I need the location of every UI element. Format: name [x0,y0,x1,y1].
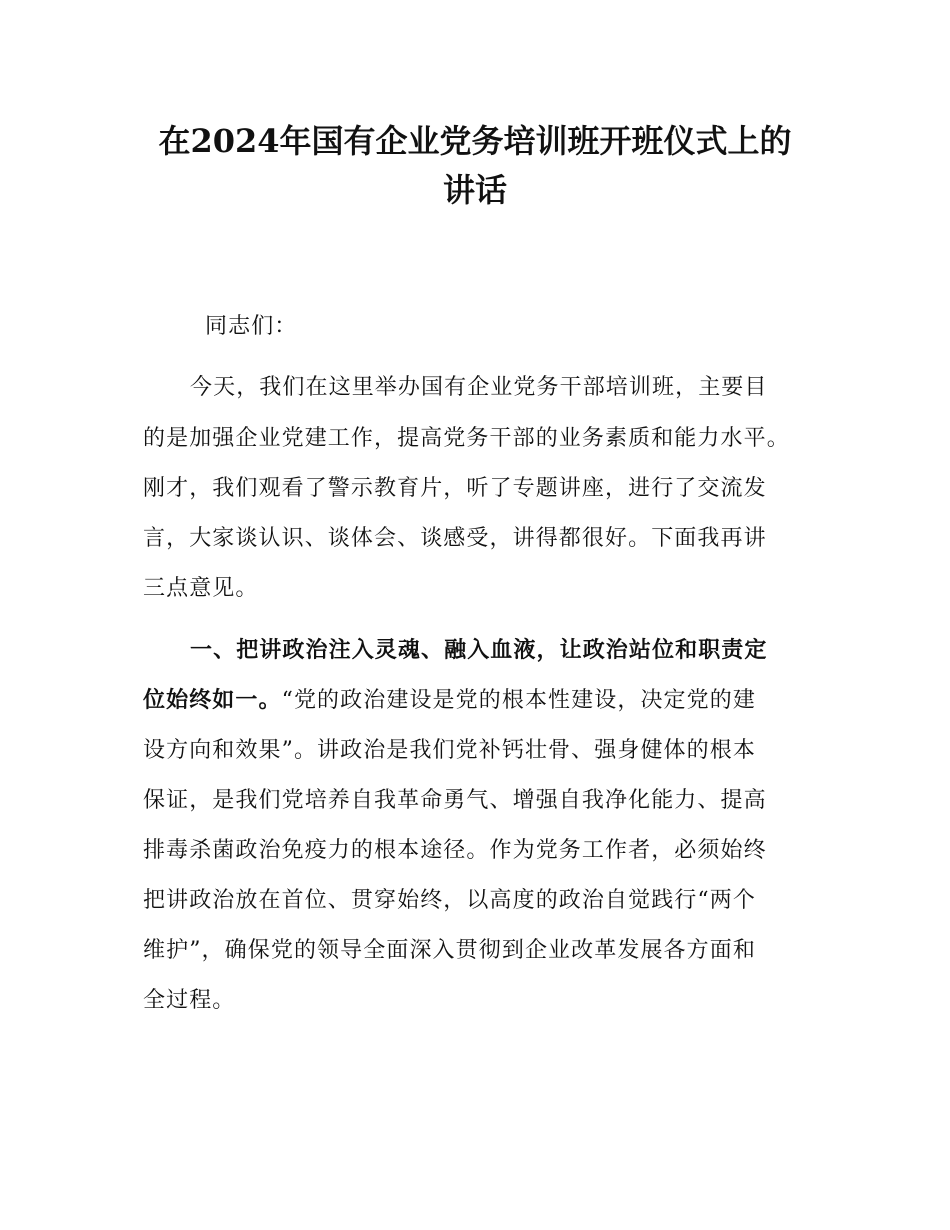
section-1-line-5: 排毒杀菌政治免疫力的根本途径。作为党务工作者，必须始终 [143,838,767,863]
paragraph-1-line-3: 刚才，我们观看了警示教育片，听了专题讲座，进行了交流发 [143,476,767,501]
section-1-line-2 [143,678,756,723]
paragraph-1-line-2: 的是加强企业党建工作，提高党务干部的业务素质和能力水平。 [143,426,790,451]
document-title-line-2: 讲话 [442,171,507,209]
paragraph-1-line-5: 三点意见。 [143,576,259,601]
section-1-line-2-text: “党的政治建设是党的根本性建设，决定党的建 [281,688,756,713]
section-1-line-7: 维护”，确保党的领导全面深入贯彻到企业改革发展各方面和 [143,938,756,963]
document-title-line-1: 在2024年国有企业党务培训班开班仪式上的 [158,122,792,160]
section-1-heading-line-1: 一、把讲政治注入灵魂、融入血液，让政治站位和职责定 [190,638,768,663]
paragraph-1-line-4: 言，大家谈认识、谈体会、谈感受，讲得都很好。下面我再讲 [143,526,767,551]
section-1-line-3: 设方向和效果”。讲政治是我们党补钙壮骨、强身健体的根本 [143,738,756,763]
paragraph-1-line-1: 今天，我们在这里举办国有企业党务干部培训班，主要目 [190,375,768,400]
section-1-heading-line-2: 位始终如一。 [143,688,282,713]
section-1-line-8: 全过程。 [143,988,236,1013]
section-1-line-4: 保证，是我们党培养自我革命勇气、增强自我净化能力、提高 [143,788,767,813]
section-1-line-6: 把讲政治放在首位、贯穿始终，以高度的政治自觉践行“两个 [143,888,756,913]
salutation: 同志们： [205,314,298,339]
